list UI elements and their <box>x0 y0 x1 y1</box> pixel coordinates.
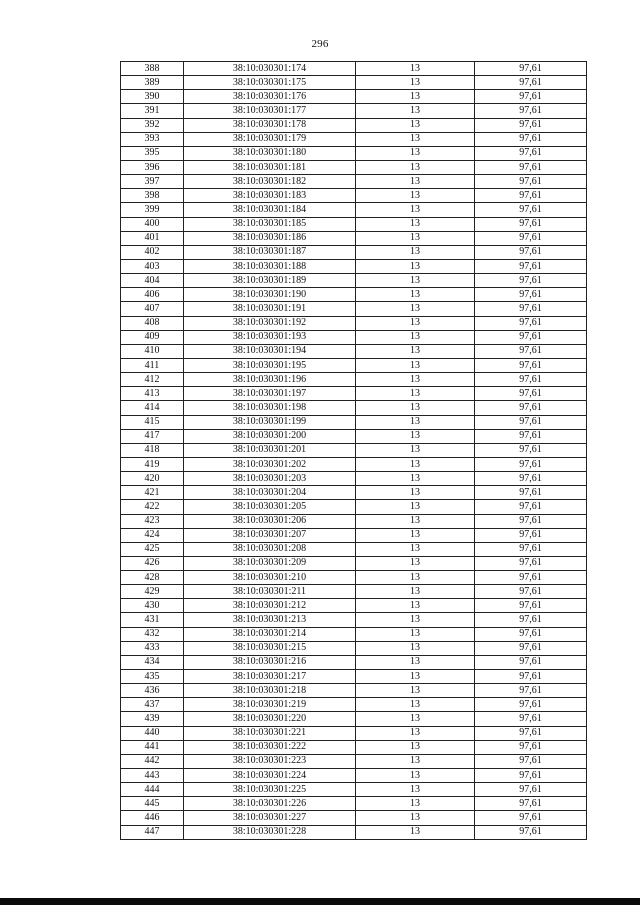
table-row <box>121 118 587 132</box>
cell-value: 13 <box>356 387 475 401</box>
table-row <box>121 670 587 684</box>
cell-value: 13 <box>356 783 475 797</box>
cell-row-number: 413 <box>121 387 184 401</box>
cell-area: 97,61 <box>475 118 587 132</box>
cell-area: 97,61 <box>475 62 587 76</box>
cell-row-number: 443 <box>121 769 184 783</box>
cell-row-number: 408 <box>121 316 184 330</box>
cell-row-number: 389 <box>121 76 184 90</box>
cell-value: 13 <box>356 104 475 118</box>
table-row <box>121 655 587 669</box>
cell-value: 13 <box>356 514 475 528</box>
cell-row-number: 445 <box>121 797 184 811</box>
table-row <box>121 330 587 344</box>
registry-table <box>120 61 587 840</box>
cell-cadastral-number: 38:10:030301:179 <box>184 132 356 146</box>
table-row <box>121 698 587 712</box>
cell-value: 13 <box>356 670 475 684</box>
cell-area: 97,61 <box>475 486 587 500</box>
table-row <box>121 542 587 556</box>
cell-area: 97,61 <box>475 132 587 146</box>
table-row <box>121 486 587 500</box>
cell-row-number: 421 <box>121 486 184 500</box>
cell-value: 13 <box>356 500 475 514</box>
table-row <box>121 344 587 358</box>
table-row <box>121 302 587 316</box>
cell-value: 13 <box>356 457 475 471</box>
cell-cadastral-number: 38:10:030301:218 <box>184 684 356 698</box>
cell-area: 97,61 <box>475 472 587 486</box>
cell-value: 13 <box>356 146 475 160</box>
cell-value: 13 <box>356 373 475 387</box>
cell-row-number: 390 <box>121 90 184 104</box>
cell-area: 97,61 <box>475 104 587 118</box>
cell-cadastral-number: 38:10:030301:181 <box>184 160 356 174</box>
table-row <box>121 726 587 740</box>
cell-row-number: 426 <box>121 556 184 570</box>
cell-cadastral-number: 38:10:030301:182 <box>184 175 356 189</box>
cell-row-number: 429 <box>121 585 184 599</box>
cell-cadastral-number: 38:10:030301:221 <box>184 726 356 740</box>
table-row <box>121 556 587 570</box>
cell-row-number: 400 <box>121 217 184 231</box>
cell-row-number: 434 <box>121 655 184 669</box>
cell-area: 97,61 <box>475 203 587 217</box>
cell-row-number: 446 <box>121 811 184 825</box>
table-row <box>121 712 587 726</box>
cell-row-number: 422 <box>121 500 184 514</box>
cell-value: 13 <box>356 698 475 712</box>
cell-row-number: 439 <box>121 712 184 726</box>
cell-value: 13 <box>356 712 475 726</box>
cell-area: 97,61 <box>475 500 587 514</box>
cell-cadastral-number: 38:10:030301:184 <box>184 203 356 217</box>
cell-area: 97,61 <box>475 811 587 825</box>
cell-row-number: 417 <box>121 429 184 443</box>
cell-cadastral-number: 38:10:030301:198 <box>184 401 356 415</box>
cell-cadastral-number: 38:10:030301:196 <box>184 373 356 387</box>
cell-cadastral-number: 38:10:030301:210 <box>184 571 356 585</box>
cell-cadastral-number: 38:10:030301:219 <box>184 698 356 712</box>
cell-area: 97,61 <box>475 613 587 627</box>
cell-value: 13 <box>356 726 475 740</box>
cell-row-number: 409 <box>121 330 184 344</box>
cell-row-number: 399 <box>121 203 184 217</box>
cell-row-number: 404 <box>121 274 184 288</box>
table-row <box>121 585 587 599</box>
cell-cadastral-number: 38:10:030301:190 <box>184 288 356 302</box>
cell-row-number: 447 <box>121 825 184 839</box>
cell-row-number: 391 <box>121 104 184 118</box>
cell-cadastral-number: 38:10:030301:220 <box>184 712 356 726</box>
cell-cadastral-number: 38:10:030301:194 <box>184 344 356 358</box>
cell-area: 97,61 <box>475 245 587 259</box>
cell-area: 97,61 <box>475 740 587 754</box>
cell-value: 13 <box>356 825 475 839</box>
cell-value: 13 <box>356 288 475 302</box>
cell-cadastral-number: 38:10:030301:192 <box>184 316 356 330</box>
cell-cadastral-number: 38:10:030301:177 <box>184 104 356 118</box>
cell-area: 97,61 <box>475 316 587 330</box>
cell-row-number: 432 <box>121 627 184 641</box>
cell-value: 13 <box>356 90 475 104</box>
cell-row-number: 392 <box>121 118 184 132</box>
scan-edge-band <box>0 898 640 905</box>
table-row <box>121 259 587 273</box>
cell-area: 97,61 <box>475 189 587 203</box>
cell-area: 97,61 <box>475 217 587 231</box>
cell-area: 97,61 <box>475 726 587 740</box>
cell-row-number: 388 <box>121 62 184 76</box>
cell-row-number: 442 <box>121 754 184 768</box>
cell-value: 13 <box>356 542 475 556</box>
cell-area: 97,61 <box>475 528 587 542</box>
table-row <box>121 769 587 783</box>
cell-cadastral-number: 38:10:030301:188 <box>184 259 356 273</box>
cell-value: 13 <box>356 330 475 344</box>
cell-cadastral-number: 38:10:030301:224 <box>184 769 356 783</box>
table-row <box>121 217 587 231</box>
cell-row-number: 406 <box>121 288 184 302</box>
table-row <box>121 62 587 76</box>
table-row <box>121 189 587 203</box>
cell-area: 97,61 <box>475 571 587 585</box>
cell-cadastral-number: 38:10:030301:189 <box>184 274 356 288</box>
cell-cadastral-number: 38:10:030301:211 <box>184 585 356 599</box>
cell-area: 97,61 <box>475 670 587 684</box>
registry-table-container <box>120 61 587 840</box>
cell-area: 97,61 <box>475 259 587 273</box>
cell-row-number: 423 <box>121 514 184 528</box>
table-row <box>121 90 587 104</box>
cell-cadastral-number: 38:10:030301:228 <box>184 825 356 839</box>
cell-value: 13 <box>356 585 475 599</box>
cell-value: 13 <box>356 754 475 768</box>
cell-area: 97,61 <box>475 330 587 344</box>
table-row <box>121 401 587 415</box>
table-row <box>121 740 587 754</box>
cell-area: 97,61 <box>475 698 587 712</box>
table-row <box>121 528 587 542</box>
table-row <box>121 684 587 698</box>
table-row <box>121 571 587 585</box>
cell-value: 13 <box>356 627 475 641</box>
table-row <box>121 443 587 457</box>
table-row <box>121 316 587 330</box>
cell-value: 13 <box>356 259 475 273</box>
cell-value: 13 <box>356 302 475 316</box>
table-row <box>121 500 587 514</box>
cell-row-number: 425 <box>121 542 184 556</box>
cell-cadastral-number: 38:10:030301:217 <box>184 670 356 684</box>
cell-area: 97,61 <box>475 542 587 556</box>
table-row <box>121 288 587 302</box>
cell-value: 13 <box>356 528 475 542</box>
cell-row-number: 441 <box>121 740 184 754</box>
cell-cadastral-number: 38:10:030301:201 <box>184 443 356 457</box>
cell-row-number: 397 <box>121 175 184 189</box>
cell-row-number: 407 <box>121 302 184 316</box>
cell-cadastral-number: 38:10:030301:191 <box>184 302 356 316</box>
cell-area: 97,61 <box>475 599 587 613</box>
cell-area: 97,61 <box>475 627 587 641</box>
cell-row-number: 403 <box>121 259 184 273</box>
cell-cadastral-number: 38:10:030301:187 <box>184 245 356 259</box>
cell-value: 13 <box>356 316 475 330</box>
cell-cadastral-number: 38:10:030301:212 <box>184 599 356 613</box>
cell-area: 97,61 <box>475 712 587 726</box>
cell-cadastral-number: 38:10:030301:199 <box>184 415 356 429</box>
table-row <box>121 387 587 401</box>
cell-area: 97,61 <box>475 457 587 471</box>
cell-row-number: 415 <box>121 415 184 429</box>
cell-cadastral-number: 38:10:030301:203 <box>184 472 356 486</box>
cell-value: 13 <box>356 160 475 174</box>
cell-area: 97,61 <box>475 344 587 358</box>
cell-value: 13 <box>356 175 475 189</box>
cell-area: 97,61 <box>475 175 587 189</box>
cell-row-number: 418 <box>121 443 184 457</box>
table-row <box>121 429 587 443</box>
cell-value: 13 <box>356 769 475 783</box>
table-row <box>121 274 587 288</box>
cell-cadastral-number: 38:10:030301:174 <box>184 62 356 76</box>
table-row <box>121 104 587 118</box>
cell-area: 97,61 <box>475 769 587 783</box>
cell-cadastral-number: 38:10:030301:185 <box>184 217 356 231</box>
cell-value: 13 <box>356 76 475 90</box>
cell-value: 13 <box>356 613 475 627</box>
cell-area: 97,61 <box>475 797 587 811</box>
cell-row-number: 402 <box>121 245 184 259</box>
cell-area: 97,61 <box>475 231 587 245</box>
cell-row-number: 412 <box>121 373 184 387</box>
cell-value: 13 <box>356 443 475 457</box>
cell-row-number: 419 <box>121 457 184 471</box>
cell-value: 13 <box>356 245 475 259</box>
cell-area: 97,61 <box>475 655 587 669</box>
cell-cadastral-number: 38:10:030301:209 <box>184 556 356 570</box>
cell-value: 13 <box>356 571 475 585</box>
cell-cadastral-number: 38:10:030301:215 <box>184 641 356 655</box>
cell-area: 97,61 <box>475 825 587 839</box>
cell-cadastral-number: 38:10:030301:175 <box>184 76 356 90</box>
table-row <box>121 457 587 471</box>
table-row <box>121 132 587 146</box>
cell-value: 13 <box>356 429 475 443</box>
cell-area: 97,61 <box>475 443 587 457</box>
cell-value: 13 <box>356 344 475 358</box>
cell-cadastral-number: 38:10:030301:195 <box>184 358 356 372</box>
cell-area: 97,61 <box>475 401 587 415</box>
table-row <box>121 175 587 189</box>
cell-cadastral-number: 38:10:030301:222 <box>184 740 356 754</box>
cell-cadastral-number: 38:10:030301:208 <box>184 542 356 556</box>
table-row <box>121 754 587 768</box>
cell-area: 97,61 <box>475 514 587 528</box>
cell-cadastral-number: 38:10:030301:176 <box>184 90 356 104</box>
page-number: 296 <box>311 38 329 50</box>
table-row <box>121 76 587 90</box>
table-row <box>121 146 587 160</box>
cell-area: 97,61 <box>475 146 587 160</box>
cell-value: 13 <box>356 740 475 754</box>
cell-row-number: 411 <box>121 358 184 372</box>
cell-area: 97,61 <box>475 585 587 599</box>
cell-cadastral-number: 38:10:030301:193 <box>184 330 356 344</box>
cell-cadastral-number: 38:10:030301:214 <box>184 627 356 641</box>
table-row <box>121 514 587 528</box>
table-row <box>121 373 587 387</box>
registry-table-body <box>121 62 587 840</box>
table-row <box>121 811 587 825</box>
cell-cadastral-number: 38:10:030301:223 <box>184 754 356 768</box>
table-row <box>121 203 587 217</box>
cell-area: 97,61 <box>475 429 587 443</box>
cell-row-number: 396 <box>121 160 184 174</box>
cell-cadastral-number: 38:10:030301:225 <box>184 783 356 797</box>
cell-value: 13 <box>356 599 475 613</box>
cell-value: 13 <box>356 811 475 825</box>
cell-value: 13 <box>356 415 475 429</box>
table-row <box>121 825 587 839</box>
cell-row-number: 431 <box>121 613 184 627</box>
cell-row-number: 430 <box>121 599 184 613</box>
cell-value: 13 <box>356 62 475 76</box>
cell-cadastral-number: 38:10:030301:206 <box>184 514 356 528</box>
table-row <box>121 358 587 372</box>
cell-cadastral-number: 38:10:030301:207 <box>184 528 356 542</box>
cell-row-number: 401 <box>121 231 184 245</box>
cell-value: 13 <box>356 274 475 288</box>
cell-cadastral-number: 38:10:030301:202 <box>184 457 356 471</box>
cell-cadastral-number: 38:10:030301:204 <box>184 486 356 500</box>
cell-row-number: 433 <box>121 641 184 655</box>
table-row <box>121 783 587 797</box>
cell-value: 13 <box>356 655 475 669</box>
cell-value: 13 <box>356 472 475 486</box>
cell-row-number: 440 <box>121 726 184 740</box>
cell-area: 97,61 <box>475 387 587 401</box>
cell-value: 13 <box>356 118 475 132</box>
table-row <box>121 627 587 641</box>
cell-row-number: 428 <box>121 571 184 585</box>
cell-area: 97,61 <box>475 684 587 698</box>
cell-area: 97,61 <box>475 160 587 174</box>
table-row <box>121 641 587 655</box>
cell-row-number: 395 <box>121 146 184 160</box>
cell-row-number: 393 <box>121 132 184 146</box>
cell-value: 13 <box>356 401 475 415</box>
cell-area: 97,61 <box>475 90 587 104</box>
table-row <box>121 160 587 174</box>
table-row <box>121 472 587 486</box>
cell-row-number: 435 <box>121 670 184 684</box>
cell-row-number: 424 <box>121 528 184 542</box>
cell-row-number: 436 <box>121 684 184 698</box>
cell-value: 13 <box>356 217 475 231</box>
cell-area: 97,61 <box>475 754 587 768</box>
cell-value: 13 <box>356 556 475 570</box>
cell-cadastral-number: 38:10:030301:227 <box>184 811 356 825</box>
cell-row-number: 414 <box>121 401 184 415</box>
cell-row-number: 444 <box>121 783 184 797</box>
cell-cadastral-number: 38:10:030301:186 <box>184 231 356 245</box>
cell-cadastral-number: 38:10:030301:213 <box>184 613 356 627</box>
cell-value: 13 <box>356 797 475 811</box>
table-row <box>121 415 587 429</box>
cell-cadastral-number: 38:10:030301:183 <box>184 189 356 203</box>
cell-row-number: 437 <box>121 698 184 712</box>
cell-cadastral-number: 38:10:030301:205 <box>184 500 356 514</box>
cell-row-number: 410 <box>121 344 184 358</box>
table-row <box>121 797 587 811</box>
cell-value: 13 <box>356 189 475 203</box>
cell-area: 97,61 <box>475 76 587 90</box>
cell-row-number: 420 <box>121 472 184 486</box>
cell-value: 13 <box>356 358 475 372</box>
cell-area: 97,61 <box>475 556 587 570</box>
cell-cadastral-number: 38:10:030301:226 <box>184 797 356 811</box>
cell-value: 13 <box>356 132 475 146</box>
cell-value: 13 <box>356 231 475 245</box>
cell-area: 97,61 <box>475 288 587 302</box>
table-row <box>121 245 587 259</box>
cell-area: 97,61 <box>475 373 587 387</box>
table-row <box>121 231 587 245</box>
cell-cadastral-number: 38:10:030301:178 <box>184 118 356 132</box>
cell-cadastral-number: 38:10:030301:200 <box>184 429 356 443</box>
cell-area: 97,61 <box>475 641 587 655</box>
cell-area: 97,61 <box>475 783 587 797</box>
cell-value: 13 <box>356 641 475 655</box>
cell-area: 97,61 <box>475 415 587 429</box>
table-row <box>121 599 587 613</box>
cell-value: 13 <box>356 684 475 698</box>
table-row <box>121 613 587 627</box>
cell-value: 13 <box>356 486 475 500</box>
cell-area: 97,61 <box>475 274 587 288</box>
cell-area: 97,61 <box>475 302 587 316</box>
cell-cadastral-number: 38:10:030301:180 <box>184 146 356 160</box>
cell-cadastral-number: 38:10:030301:216 <box>184 655 356 669</box>
cell-row-number: 398 <box>121 189 184 203</box>
cell-value: 13 <box>356 203 475 217</box>
cell-cadastral-number: 38:10:030301:197 <box>184 387 356 401</box>
cell-area: 97,61 <box>475 358 587 372</box>
